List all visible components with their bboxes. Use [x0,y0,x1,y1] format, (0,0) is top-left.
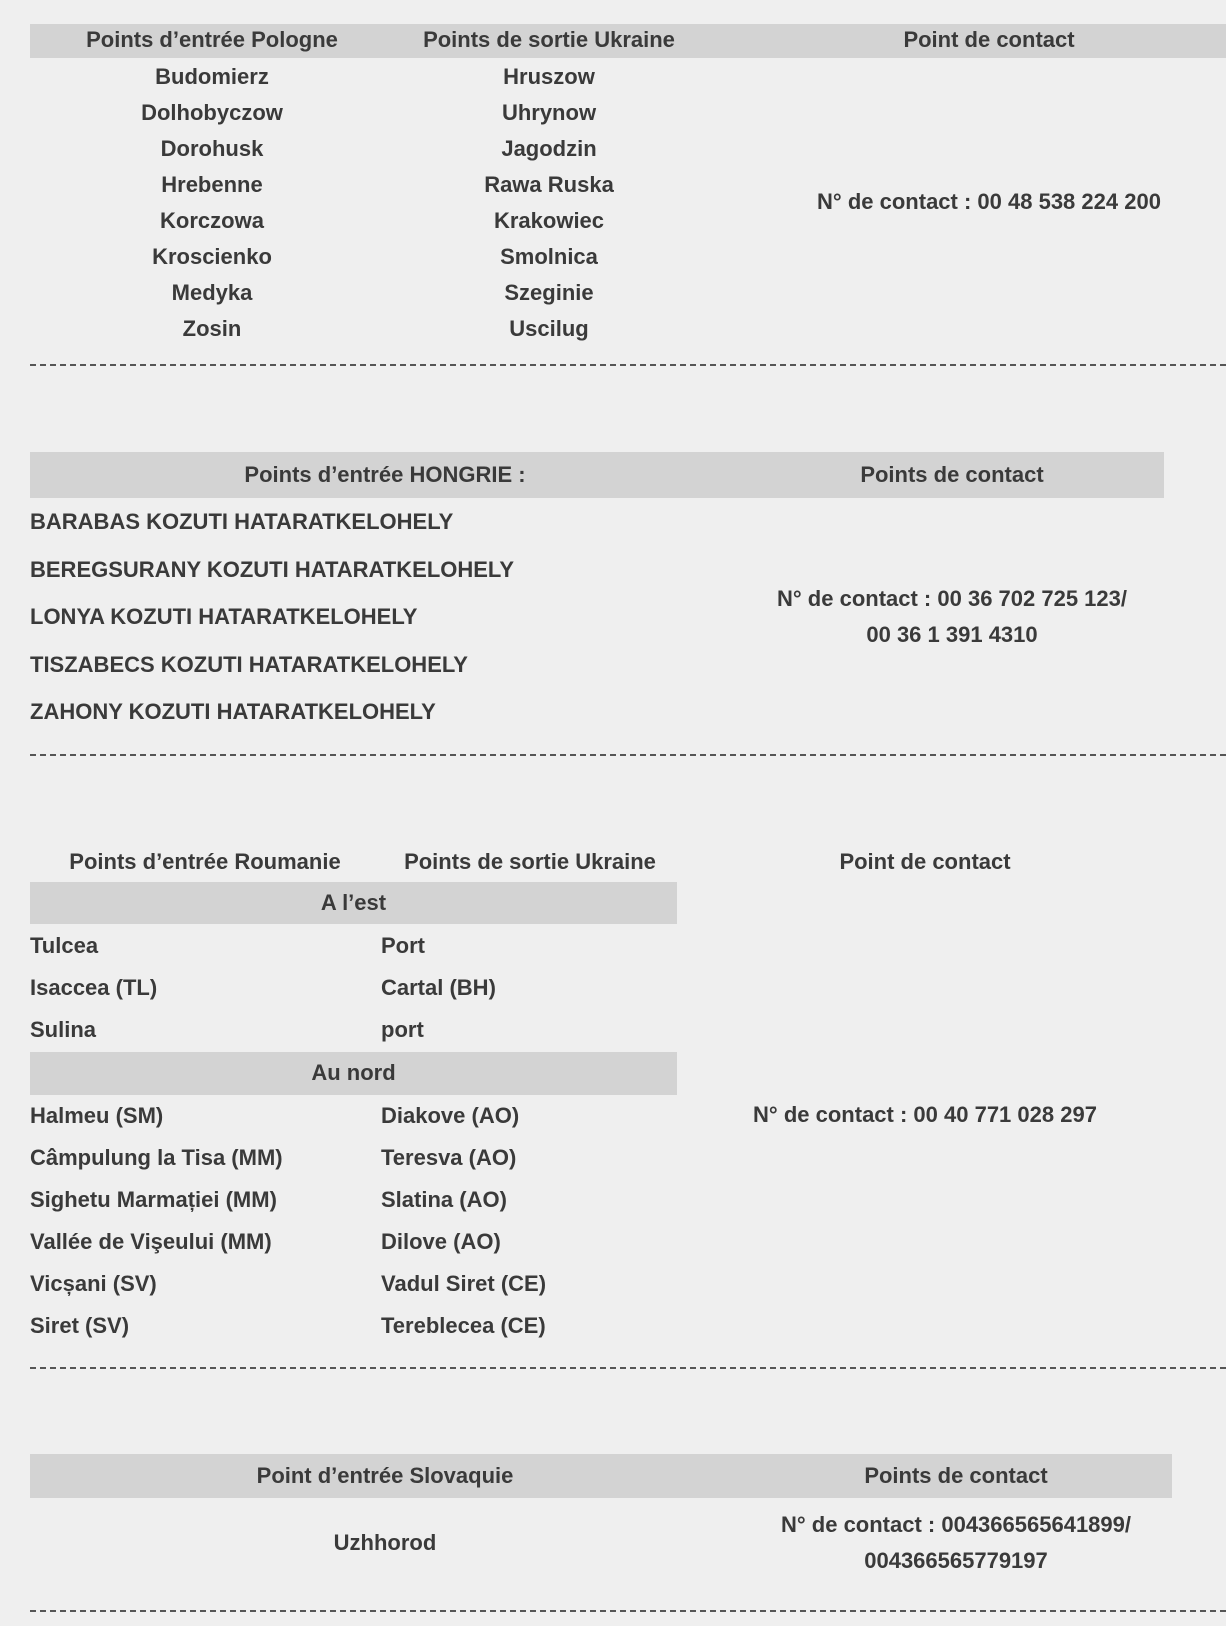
list-item: Vadul Siret (CE) [381,1271,547,1296]
list-item: Tereblecea (CE) [381,1313,546,1338]
list-item: Sulina [30,1017,97,1042]
slovakia-contact-header: Points de contact [864,1463,1048,1488]
list-item: Dolhobyczow [141,100,283,125]
slovakia-contact-number: N° de contact : 004366565641899/ [780,1512,1131,1537]
list-item: Smolnica [500,244,598,269]
list-item: Hrebenne [161,172,263,197]
list-item: Tulcea [30,933,99,958]
list-item: Kroscienko [152,244,272,269]
section-divider [30,1367,1226,1369]
poland-entries-list [30,59,394,347]
list-item: Dorohusk [160,136,264,161]
list-item: port [381,1017,424,1042]
list-item: Zosin [182,316,242,341]
romania-group-east-label: A l’est [320,890,387,915]
list-item: Korczowa [160,208,264,233]
list-item: Budomierz [155,64,269,89]
list-item: TISZABECS KOZUTI HATARATKELOHELY [30,651,468,677]
list-item: Port [381,933,425,958]
list-item: Vallée de Vişeului (MM) [30,1229,272,1254]
romania-contact-number: N° de contact : 00 40 771 028 297 [753,1102,1097,1127]
poland-exits-list [394,59,704,347]
list-item: Siret (SV) [30,1313,130,1338]
slovakia-entry-point: Uzhhorod [333,1530,437,1555]
list-item: Uhrynow [501,100,597,125]
list-item: Hruszow [503,64,595,89]
slovakia-contact-number-2: 004366565779197 [864,1548,1048,1573]
poland-exit-header: Points de sortie Ukraine [423,27,675,52]
romania-contact-header: Point de contact [839,849,1011,874]
list-item: Sighetu Marmației (MM) [30,1187,277,1212]
list-item: Câmpulung la Tisa (MM) [30,1145,283,1170]
romania-north-exits [381,1095,677,1347]
slovakia-entry-header: Point d’entrée Slovaquie [256,1463,514,1488]
list-item: BARABAS KOZUTI HATARATKELOHELY [30,509,454,534]
hungary-entry-header: Points d’entrée HONGRIE : [244,462,526,487]
list-item: Szeginie [504,280,594,305]
romania-exit-header: Points de sortie Ukraine [404,849,656,874]
hungary-contact-header: Points de contact [860,462,1044,487]
list-item: Medyka [171,280,253,305]
romania-east-entries [30,925,370,1051]
section-divider [30,754,1226,756]
list-item: Krakowiec [493,208,605,233]
list-item: Slatina (AO) [381,1187,507,1212]
list-item: Uscilug [509,316,589,341]
poland-contact-header: Point de contact [903,27,1075,52]
list-item: Vicșani (SV) [30,1271,157,1296]
poland-contact-number: N° de contact : 00 48 538 224 200 [817,189,1161,214]
list-item: Dilove (AO) [381,1229,501,1254]
list-item: BEREGSURANY KOZUTI HATARATKELOHELY [30,556,515,582]
romania-east-exits [381,925,677,1051]
list-item: Isaccea (TL) [30,975,158,1000]
list-item: Teresva (AO) [381,1145,517,1170]
section-divider [30,364,1226,366]
romania-group-north-label: Au nord [311,1060,396,1085]
hungary-entries-list [30,498,730,736]
list-item: Halmeu (SM) [30,1103,164,1128]
section-divider [30,1610,1226,1612]
list-item: LONYA KOZUTI HATARATKELOHELY [30,604,418,629]
list-item: Rawa Ruska [484,172,614,197]
hungary-contact-number-2: 00 36 1 391 4310 [866,622,1038,647]
poland-entry-header: Points d’entrée Pologne [86,27,338,52]
romania-entry-header: Points d’entrée Roumanie [69,849,341,874]
list-item: Jagodzin [501,136,597,161]
hungary-contact-number: N° de contact : 00 36 702 725 123/ [777,586,1127,611]
romania-north-entries [30,1095,370,1347]
list-item: ZAHONY KOZUTI HATARATKELOHELY [30,699,436,724]
list-item: Cartal (BH) [381,975,496,1000]
list-item: Diakove (AO) [381,1103,520,1128]
